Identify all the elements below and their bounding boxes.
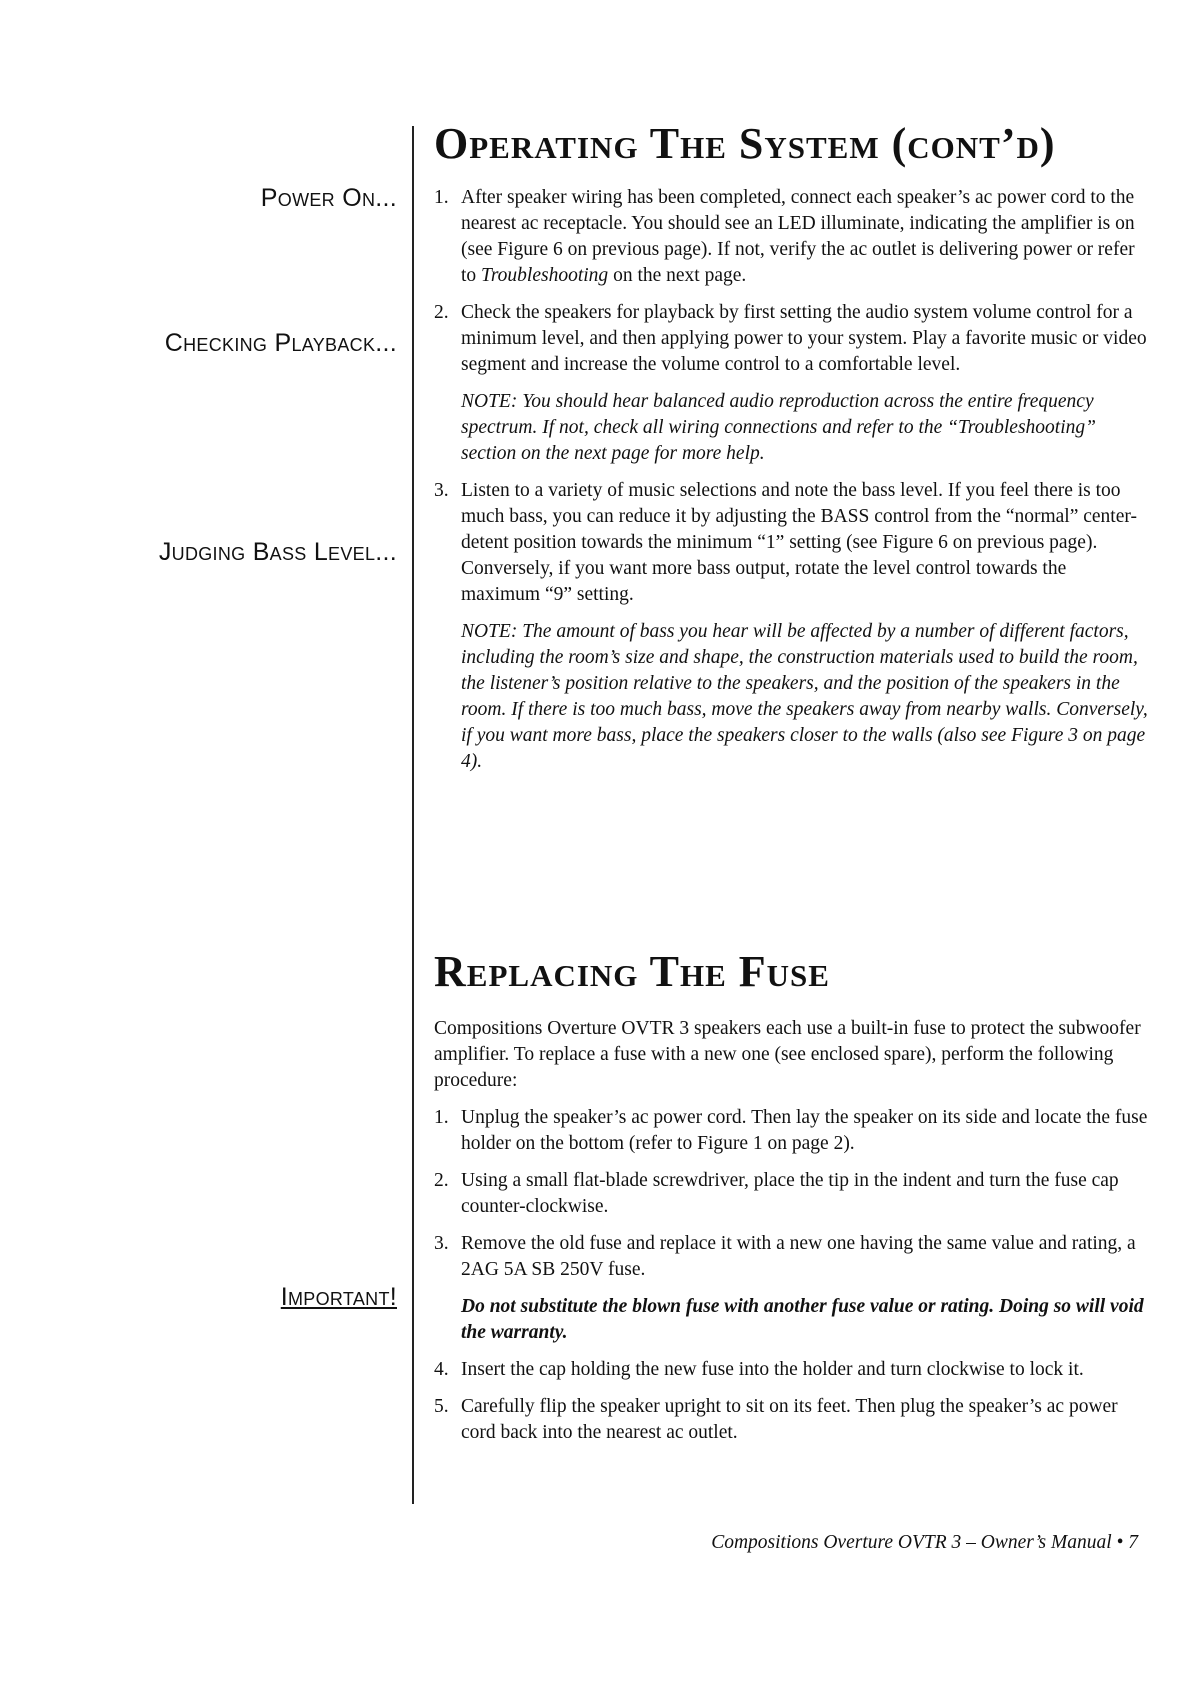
list-item [434,300,1150,378]
fuse-list [434,1105,1150,1283]
page-footer: Compositions Overture OVTR 3 – Owner’s Manual • 7 [711,1532,1138,1553]
item-text: Listen to a variety of music selections and note the bass level. If you feel there is too much bass, you can reduce it by adjusting the BASS control from the “normal” center-detent position towards the minimum “1” setting (see Figure 6 on previous page). Conversely, if you want more bass output, rotate the level control towards the maximum “9” setting. [461,480,1137,605]
sidebar-checking-playback: Checking Playback... [164,329,397,357]
item-number: 4. [434,1359,449,1380]
fuse-intro: Compositions Overture OVTR 3 speakers each use a built-in fuse to protect the subwoofer amplifier. To replace a fuse with a new one (see enclosed spare), perform the following procedure: [434,1018,1141,1091]
item-number: 3. [434,480,449,501]
list-item [434,1105,1150,1157]
operating-list [434,185,1150,378]
fuse-list-continued [434,1357,1150,1446]
vertical-divider [412,126,414,1504]
item-number: 1. [434,187,449,208]
item-text: After speaker wiring has been completed, connect each speaker’s ac power cord to the nearest ac receptacle. You should see an LED illuminate, indicating the amplifier is on (see Figure 6 on previous page). If not, verify the ac outlet is delivering power or refer to [461,187,1135,286]
sidebar-power-on: Power On... [260,184,397,212]
item-number: 2. [434,1170,449,1191]
list-item [434,1231,1150,1283]
operating-section [434,119,1150,786]
operating-title: Operating The System (cont’d) [434,119,1056,168]
item-text: Using a small flat-blade screwdriver, place the tip in the indent and turn the fuse cap counter-clockwise. [461,1170,1119,1217]
fuse-title: Replacing The Fuse [434,947,830,996]
note-balanced-audio: NOTE: You should hear balanced audio reproduction across the entire frequency spectrum. If not, check all wiring connections and refer to the “Troubleshooting” section on the next page for more help. [461,391,1096,464]
warranty-warning: Do not substitute the blown fuse with another fuse value or rating. Doing so will void the warranty. [461,1296,1144,1343]
list-item [434,478,1150,608]
list-item [434,1394,1150,1446]
item-number: 5. [434,1396,449,1417]
item-number: 1. [434,1107,449,1128]
item-text: Remove the old fuse and replace it with a new one having the same value and rating, a 2AG 5A SB 250V fuse. [461,1233,1136,1280]
item-text: Insert the cap holding the new fuse into the holder and turn clockwise to lock it. [461,1359,1084,1380]
list-item [434,1168,1150,1220]
list-item [434,1357,1150,1383]
note-bass-factors: NOTE: The amount of bass you hear will be affected by a number of different factors, including the room’s size and shape, the construction materials used to build the room, the listener’s position relative to the speakers, and the position of the speakers in the room. If there is too much bass, move the speakers away from nearby walls. Conversely, if you want more bass, place the speakers closer to the walls (also see Figure 3 on page 4). [461,621,1148,772]
item-text: Unplug the speaker’s ac power cord. Then lay the speaker on its side and locate the fuse holder on the bottom (refer to Figure 1 on page 2). [461,1107,1148,1154]
list-item [434,185,1150,289]
item-text: Carefully flip the speaker upright to sit on its feet. Then plug the speaker’s ac power cord back into the nearest ac outlet. [461,1396,1118,1443]
troubleshooting-ref: Troubleshooting [481,265,609,286]
sidebar-important: Important! [280,1283,397,1311]
item-number: 3. [434,1233,449,1254]
operating-list-continued [434,478,1150,608]
sidebar-judging-bass: Judging Bass Level... [158,538,397,566]
fuse-section [434,947,1150,1457]
item-text: Check the speakers for playback by first setting the audio system volume control for a minimum level, and then applying power to your system. Play a favorite music or video segment and increase the volume control to a comfortable level. [461,302,1147,375]
item-text-tail: on the next page. [608,265,747,286]
item-number: 2. [434,302,449,323]
